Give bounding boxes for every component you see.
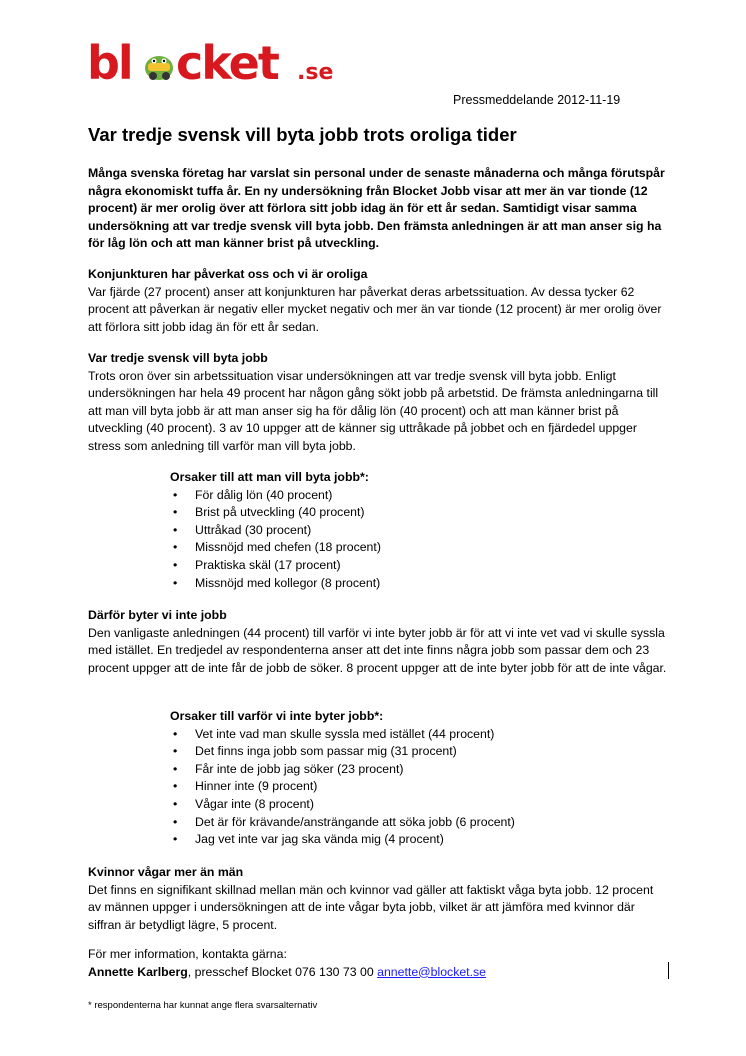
contact-email-link[interactable]: annette@blocket.se xyxy=(377,964,487,979)
section-body: Trots oron över sin arbetssituation visar undersökningen att var tredje svensk vill byta jobb. Enligt undersökningen har hela 49 procent har någon gång sökt jobb på arbetstid. De främsta anledningarna till att man vill byta jobb är att man anser sig ha för dålig lön (40 procent) och att man känner brist på utveckling (40 procent). 3 av 10 uppger att de känner sig uttråkade på jobbet och en fjärdedel uppger stress som anledning till varför man vill byta jobb. xyxy=(88,368,659,453)
bullet-icon: • xyxy=(173,557,178,572)
list-item: • Vet inte vad man skulle syssla med istället (44 procent) xyxy=(170,726,650,744)
bullet-icon: • xyxy=(173,487,178,502)
svg-text:bl: bl xyxy=(87,38,132,90)
section-heading: Var tredje svensk vill byta jobb xyxy=(88,351,268,365)
bullet-icon: • xyxy=(173,540,178,555)
bullet-icon: • xyxy=(173,726,178,741)
list-item: • Missnöjd med chefen (18 procent) xyxy=(170,539,650,557)
list-item: • Vågar inte (8 procent) xyxy=(170,796,650,814)
contact-role: , presschef Blocket 076 130 73 00 xyxy=(187,964,378,979)
list-item: • Brist på utveckling (40 procent) xyxy=(170,504,650,522)
contact-info xyxy=(88,946,668,981)
section-heading: Därför byter vi inte jobb xyxy=(88,608,227,622)
footnote: * respondenterna har kunnat ange flera svarsalternativ xyxy=(88,1000,318,1011)
section-body: Det finns en signifikant skillnad mellan män och kvinnor vad gäller att faktiskt våga byta jobb. 12 procent av männen uppger i undersökningen att de inte vågar byta jobb, vilket är att jämföra med kvinnor där siffran är betydligt lägre, 5 procent. xyxy=(88,882,654,932)
bullet-icon: • xyxy=(173,814,178,829)
list-item: • Uttråkad (30 procent) xyxy=(170,522,650,540)
bullet-list xyxy=(170,726,650,849)
list-item: • Missnöjd med kollegor (8 procent) xyxy=(170,575,650,593)
bullet-icon: • xyxy=(173,522,178,537)
list-title: Orsaker till varför vi inte byter jobb*: xyxy=(170,709,384,723)
section-heading: Kvinnor vågar mer än män xyxy=(88,865,244,879)
bullet-icon: • xyxy=(173,779,178,794)
bullet-icon: • xyxy=(173,575,178,590)
reasons-change-list xyxy=(170,469,650,592)
section-kvinnor xyxy=(88,864,668,934)
article-lead: Många svenska företag har varslat sin personal under de senaste månaderna och många förutspår några ekonomiskt tuffa år. En ny undersökning från Blocket Jobb visar att mer än var tionde (12 procent) är mer orolig över att förlora sitt jobb idag än för ett år sedan. Samtidigt visar samma undersökning att var tredje svensk vill byta jobb. Den främsta anledningen är att man anser sig ha för låg lön och att man känner brist på utveckling. xyxy=(88,166,665,251)
svg-text:cket: cket xyxy=(176,38,278,90)
bullet-icon: • xyxy=(173,744,178,759)
svg-text:.se: .se xyxy=(297,60,334,85)
section-byta-jobb xyxy=(88,350,668,456)
blocket-logo-image xyxy=(87,38,347,90)
contact-intro: För mer information, kontakta gärna: xyxy=(88,947,287,961)
list-item: • Praktiska skäl (17 procent) xyxy=(170,557,650,575)
section-body: Var fjärde (27 procent) anser att konjunkturen har påverkat deras arbetssituation. Av dessa tycker 62 procent att påverkan är negativ eller mycket negativ och mer än var tionde (12 procent) är mer orolig över att förlora sitt jobb idag än för ett år sedan. xyxy=(88,284,662,334)
bullet-icon: • xyxy=(173,832,178,847)
section-konjunktur xyxy=(88,266,668,336)
blocket-logo xyxy=(87,38,347,90)
article-title: Var tredje svensk vill byta jobb trots oroliga tider xyxy=(88,124,517,145)
bullet-icon: • xyxy=(173,761,178,776)
list-item: • Får inte de jobb jag söker (23 procent) xyxy=(170,761,650,779)
reasons-stay-list xyxy=(170,708,650,849)
list-item: • För dålig lön (40 procent) xyxy=(170,487,650,505)
bullet-icon: • xyxy=(173,796,178,811)
bullet-list xyxy=(170,487,650,593)
list-title: Orsaker till att man vill byta jobb*: xyxy=(170,470,369,484)
list-item: • Jag vet inte var jag ska vända mig (4 procent) xyxy=(170,831,650,849)
press-release-date: Pressmeddelande 2012-11-19 xyxy=(453,93,621,107)
text-cursor xyxy=(668,962,669,979)
section-heading: Konjunkturen har påverkat oss och vi är oroliga xyxy=(88,267,368,281)
contact-name: Annette Karlberg xyxy=(88,964,188,979)
list-item: • Det finns inga jobb som passar mig (31 procent) xyxy=(170,743,650,761)
section-byter-inte xyxy=(88,607,668,677)
list-item: • Det är för krävande/ansträngande att söka jobb (6 procent) xyxy=(170,814,650,832)
bullet-icon: • xyxy=(173,505,178,520)
list-item: • Hinner inte (9 procent) xyxy=(170,778,650,796)
section-body: Den vanligaste anledningen (44 procent) till varför vi inte byter jobb är för att vi inte vet vad vi skulle syssla med istället. En tredjedel av respondenterna anser att det inte finns några jobb som passar dem och 23 procent uppger att de inte får de jobb de söker. 8 procent uppger att de inte byter jobb för att de inte vågar. xyxy=(88,625,667,675)
contact-line xyxy=(88,964,668,982)
